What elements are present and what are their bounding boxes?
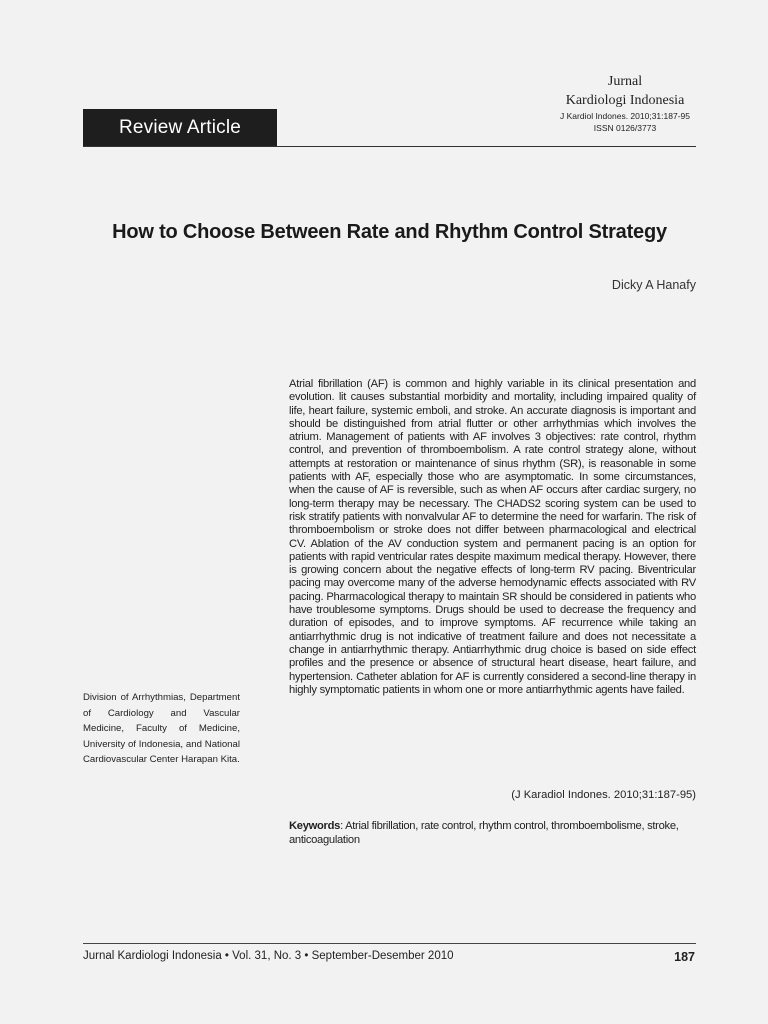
page-number: 187 <box>674 950 695 964</box>
keywords-label: Keywords <box>289 820 341 832</box>
section-label-banner <box>83 109 277 147</box>
author-affiliation: Division of Arrhythmias, Department of Cardiology and Vascular Medicine, Faculty of Medicine, University of Indonesia, and National Cardiovascular Center Harapan Kita. <box>83 692 240 765</box>
keywords-list: : Atrial fibrillation, rate control, rhythm control, thromboembolisme, stroke, anticoagulation <box>289 820 679 846</box>
article-abstract: Atrial fibrillation (AF) is common and highly variable in its clinical presentation and evolution. lit causes substantial morbidity and mortality, including impaired quality of life, heart failure, systemic emboli, and stroke. An accurate diagnosis is important and should be distinguished from atrial flutter or other arrhythmias which involves the atrium. Management of patients with AF involves 3 objectives: rate control, rhythm control, and prevention of thromboembolism. A rate control strategy alone, without attempts at restoration or maintenance of sinus rhythm (SR), is reasonable in some patients with AF, especially those who are asymptomatic. In some circumstances, when the cause of AF is reversible, such as when AF occurs after cardiac surgery, no long-term therapy may be necessary. The CHADS2 scoring system can be used to risk stratify patients with nonvalvular AF to determine the need for warfarin. The risk of thromboembolism or stroke does not differ between pharmacological and electrical CV. Ablation of the AV conduction system and permanent pacing is an option for patients with rapid ventricular rates despite maximum medical therapy. However, there is growing concern about the negative effects of long-term RV pacing. Biventricular pacing may overcome many of the adverse hemodynamic effects associated with RV pacing. Pharmacological therapy to maintain SR should be considered in patients who have troublesome symptoms. Drugs should be used to decrease the frequency and duration of episodes, and to improve symptoms. AF recurrence while taking an antiarrhythmic drug is not indicative of treatment failure and does not necessitate a change in antiarrhythmic therapy. Antiarrhythmic drug choice is based on side effect profiles and the presence or absence of structural heart disease, heart failure, and hypertension. Catheter ablation for AF is currently considered a second-line therapy in highly symptomatic patients in whom one or more antiarrhythmic agents have failed. <box>289 378 696 696</box>
article-title: How to Choose Between Rate and Rhythm Control Strategy <box>112 221 667 243</box>
journal-masthead <box>540 72 710 134</box>
footer-rule <box>83 943 696 944</box>
journal-name-line1: Jurnal <box>607 74 643 89</box>
article-author: Dicky A Hanafy <box>611 278 696 292</box>
abstract-citation: (J Karadiol Indones. 2010;31:187-95) <box>511 789 696 801</box>
journal-citation: J Kardiol Indones. 2010;31:187-95 <box>560 111 690 121</box>
journal-issn: ISSN 0126/3773 <box>593 123 657 133</box>
journal-name-line2: Kardiologi Indonesia <box>565 93 685 108</box>
header-rule <box>83 146 696 147</box>
section-label: Review Article <box>118 117 242 138</box>
footer-journal-issue: Jurnal Kardiologi Indonesia • Vol. 31, No. 3 • September-Desember 2010 <box>83 950 454 962</box>
keywords <box>289 819 696 847</box>
